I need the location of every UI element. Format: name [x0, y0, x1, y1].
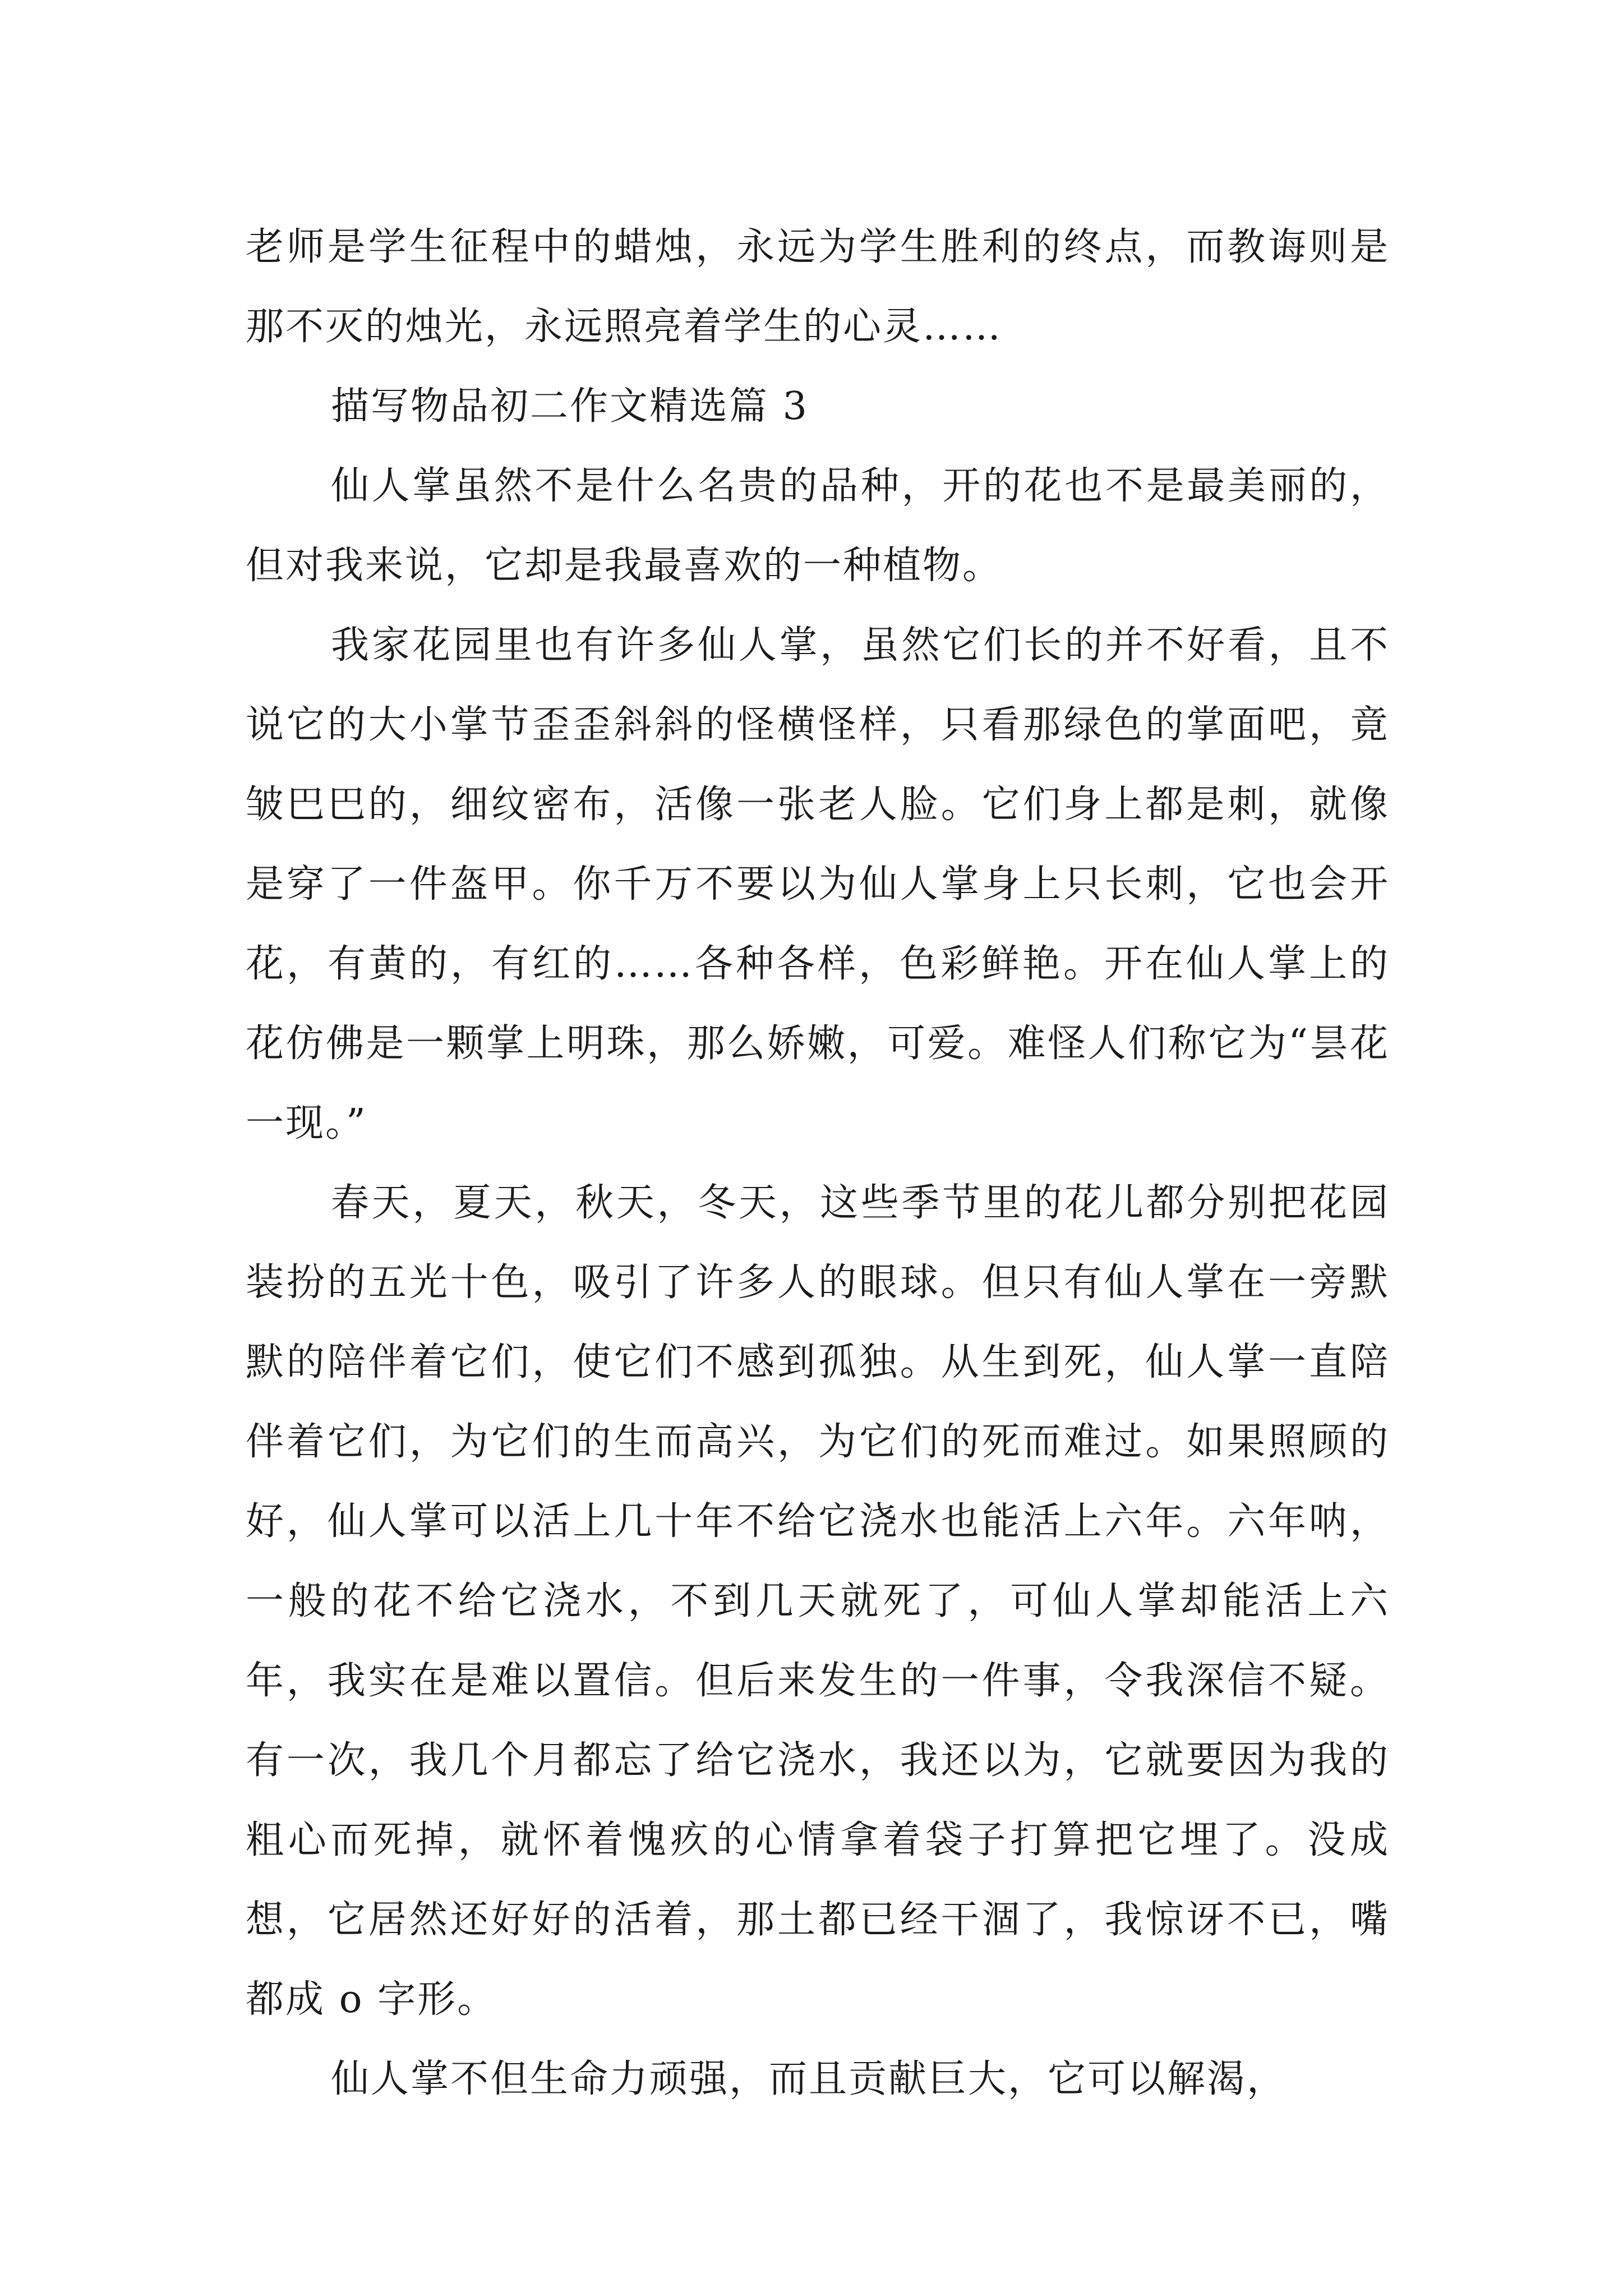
- paragraph-1: 仙人掌虽然不是什么名贵的品种，开的花也不是最美丽的，但对我来说，它却是我最喜欢的一种植物。: [246, 464, 1390, 588]
- continued-paragraph: 老师是学生征程中的蜡烛，永远为学生胜利的终点，而教诲则是那不灭的烛光，永远照亮着学生的心灵……: [246, 225, 1390, 349]
- section-title: 描写物品初二作文精选篇 3: [331, 384, 809, 429]
- paragraph-3: 春天，夏天，秋天，冬天，这些季节里的花儿都分别把花园装扮的五光十色，吸引了许多人的眼球。但只有仙人掌在一旁默默的陪伴着它们，使它们不感到孤独。从生到死，仙人掌一直陪伴着它们，为它们的生而高兴，为它们的死而难过。如果照顾的好，仙人掌可以活上几十年不给它浇水也能活上六年。六年呐，一般的花不给它浇水，不到几天就死了，可仙人掌却能活上六年，我实在是难以置信。但后来发生的一件事，令我深信不疑。有一次，我几个月都忘了给它浇水，我还以为，它就要因为我的粗心而死掉，就怀着愧疚的心情拿着袋子打算把它埋了。没成想，它居然还好好的活着，那土都已经干涸了，我惊讶不已，嘴都成 o 字形。: [246, 1181, 1390, 2022]
- paragraph-2: 我家花园里也有许多仙人掌，虽然它们长的并不好看，且不说它的大小掌节歪歪斜斜的怪横怪样，只看那绿色的掌面吧，竟皱巴巴的，细纹密布，活像一张老人脸。它们身上都是刺，就像是穿了一件盔甲。你千万不要以为仙人掌身上只长刺，它也会开花，有黄的，有红的……各种各样，色彩鲜艳。开在仙人掌上的花仿佛是一颗掌上明珠，那么娇嫩，可爱。难怪人们称它为“昙花一现。”: [246, 623, 1390, 1145]
- document-body: [246, 208, 1390, 2119]
- paragraph-4: 仙人掌不但生命力顽强，而且贡献巨大，它可以解渴，: [331, 2057, 1287, 2101]
